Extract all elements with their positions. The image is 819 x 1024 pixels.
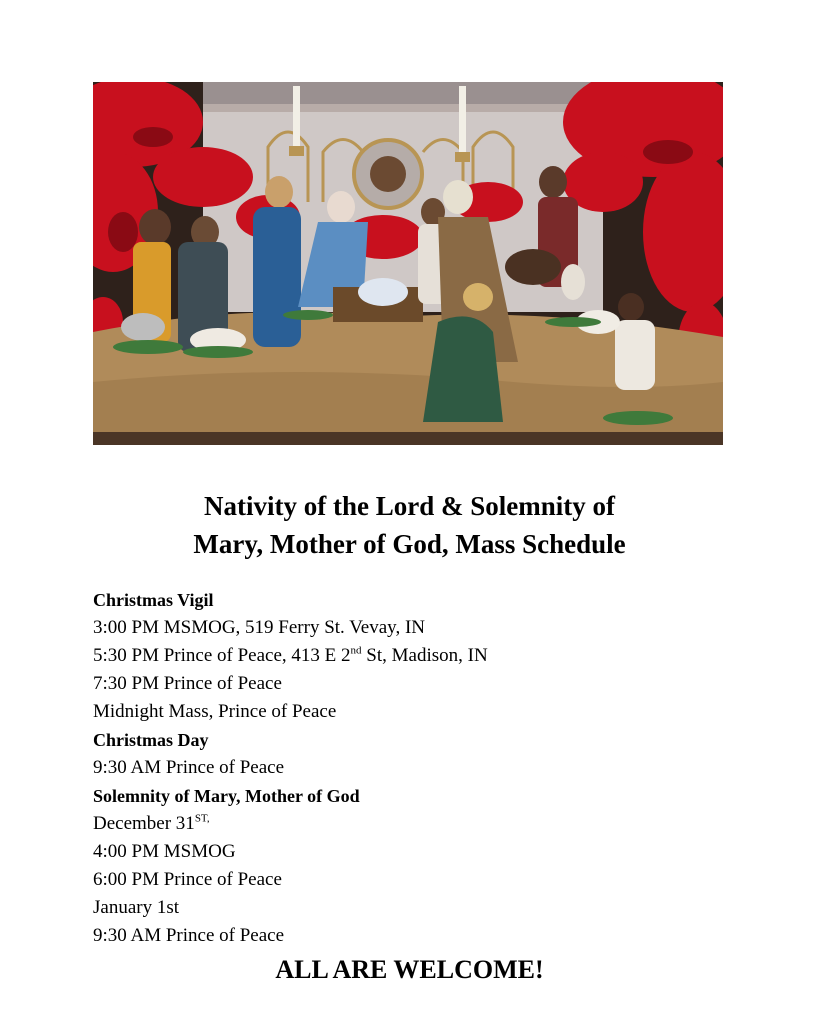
title-line-1: Nativity of the Lord & Solemnity of (204, 491, 615, 521)
christmas-day-heading: Christmas Day (93, 730, 209, 750)
schedule-line: 4:00 PM MSMOG (93, 841, 236, 862)
schedule-line: 9:30 AM Prince of Peace (93, 757, 285, 778)
ordinal-suffix: nd (350, 644, 362, 657)
schedule-text: December 31 (93, 813, 195, 834)
christmas-vigil-heading: Christmas Vigil (93, 590, 214, 610)
mass-schedule (93, 586, 793, 950)
schedule-line: Midnight Mass, Prince of Peace (93, 701, 337, 722)
schedule-date (93, 810, 793, 838)
schedule-line-madison (93, 642, 793, 670)
nativity-scene-photo (93, 82, 723, 445)
schedule-text: St, Madison, IN (361, 645, 488, 666)
schedule-line: 9:30 AM Prince of Peace (93, 925, 285, 946)
schedule-line: 3:00 PM MSMOG, 519 Ferry St. Vevay, IN (93, 617, 425, 638)
schedule-text: 5:30 PM Prince of Peace, 413 E 2 (93, 645, 351, 666)
title-line-2: Mary, Mother of God, Mass Schedule (193, 529, 626, 559)
welcome-banner: ALL ARE WELCOME! (275, 955, 544, 984)
solemnity-heading: Solemnity of Mary, Mother of God (93, 786, 360, 806)
schedule-line: 6:00 PM Prince of Peace (93, 869, 282, 890)
schedule-line: 7:30 PM Prince of Peace (93, 673, 282, 694)
ordinal-suffix: ST, (194, 812, 210, 825)
schedule-date: January 1st (93, 897, 180, 918)
page-title (0, 487, 819, 563)
nativity-illustration (93, 82, 723, 445)
